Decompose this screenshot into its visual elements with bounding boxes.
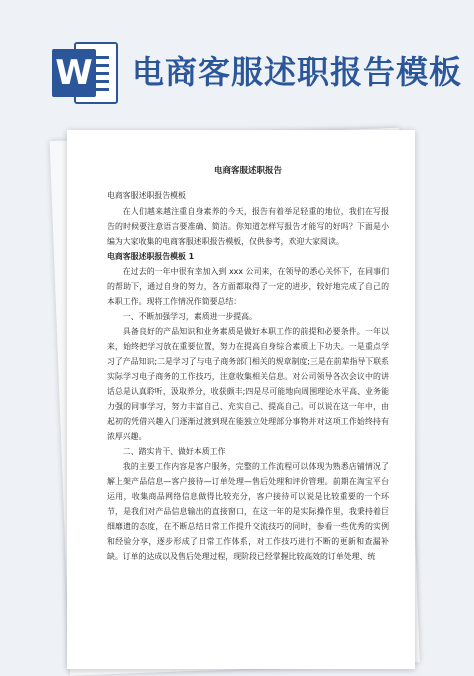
body-paragraph-2: 具备良好的产品知识和业务素质是做好本职工作的前提和必要条件。一年以来，始终把学习放在重要位置，努力在提高自身综合素质上下功夫。一是重点学习了产品知识;二是学习了与电子商务部门相关的规章制度;三是在前辈指导下联系实际学习电子商务的工作技巧，注意收集相关信息。对公司领导各次会议中的讲话总是认真聆听，汲取养分，收获颇丰;四是尽可能地向周围理论水平高、业务能力强的同事学习，努力丰富自己、充实自己、提高自己。可以说在这一年中，由起初的凭借兴趣入门逐渐过渡到现在能独立处理部分事物并对这项工作始终持有浓厚兴趣。 <box>107 327 389 441</box>
document-page <box>67 130 415 669</box>
body-heading-1: 一、不断加强学习，素质进一步提高。 <box>122 312 257 321</box>
header-banner <box>0 0 474 120</box>
banner-title: 电商客服述职报告模板 <box>132 53 463 91</box>
document-subtitle: 电商客服述职报告模板 <box>107 191 186 200</box>
body-heading-2: 二、踏实肯干、做好本质工作 <box>122 447 226 456</box>
document-body <box>67 130 415 564</box>
body-paragraph-1: 在过去的一年中很有幸加入到 xxx 公司来，在领导的悉心关怀下，在同事们的帮助下，通过自身的努力，各方面都取得了一定的进步，较好地完成了自己的本职工作。现将工作情况作简要总结： <box>107 267 389 306</box>
section-heading: 电商客服述职报告模板 1 <box>107 252 195 261</box>
intro-paragraph: 在人们越来越注重自身素养的今天，报告有着举足轻重的地位，我们在写报告的时候要注意语言要准确、简洁。你知道怎样写报告才能写的好吗？下面是小编为大家收集的电商客服述职报告模板，仅供参考，欢迎大家阅读。 <box>107 207 389 246</box>
word-document-icon <box>52 40 120 106</box>
word-icon-letter: W <box>52 49 96 97</box>
body-paragraph-3: 我的主要工作内容是客户服务，完整的工作流程可以体现为熟悉店铺情况了解上架产品信息—客户接待—订单处理—售后处理和评价管理。前期在淘宝平台运用，收集商品网络信息做得比较充分，客户接待可以说是比较重要的一个环节，是我们对产品信息输出的直接窗口，在这一年的是实际操作里，我秉持着巨细靡遗的态度，在不断总结日常工作提升交流技巧的同时，参看一些优秀的实例和经验分享，逐步形成了日常工作体系，对工作技巧进行不断的更新和查漏补缺。订单的达成以及售后处理过程，现阶段已经掌握比较高效的订单处理、统 <box>107 462 389 561</box>
document-title: 电商客服述职报告 <box>213 166 282 176</box>
